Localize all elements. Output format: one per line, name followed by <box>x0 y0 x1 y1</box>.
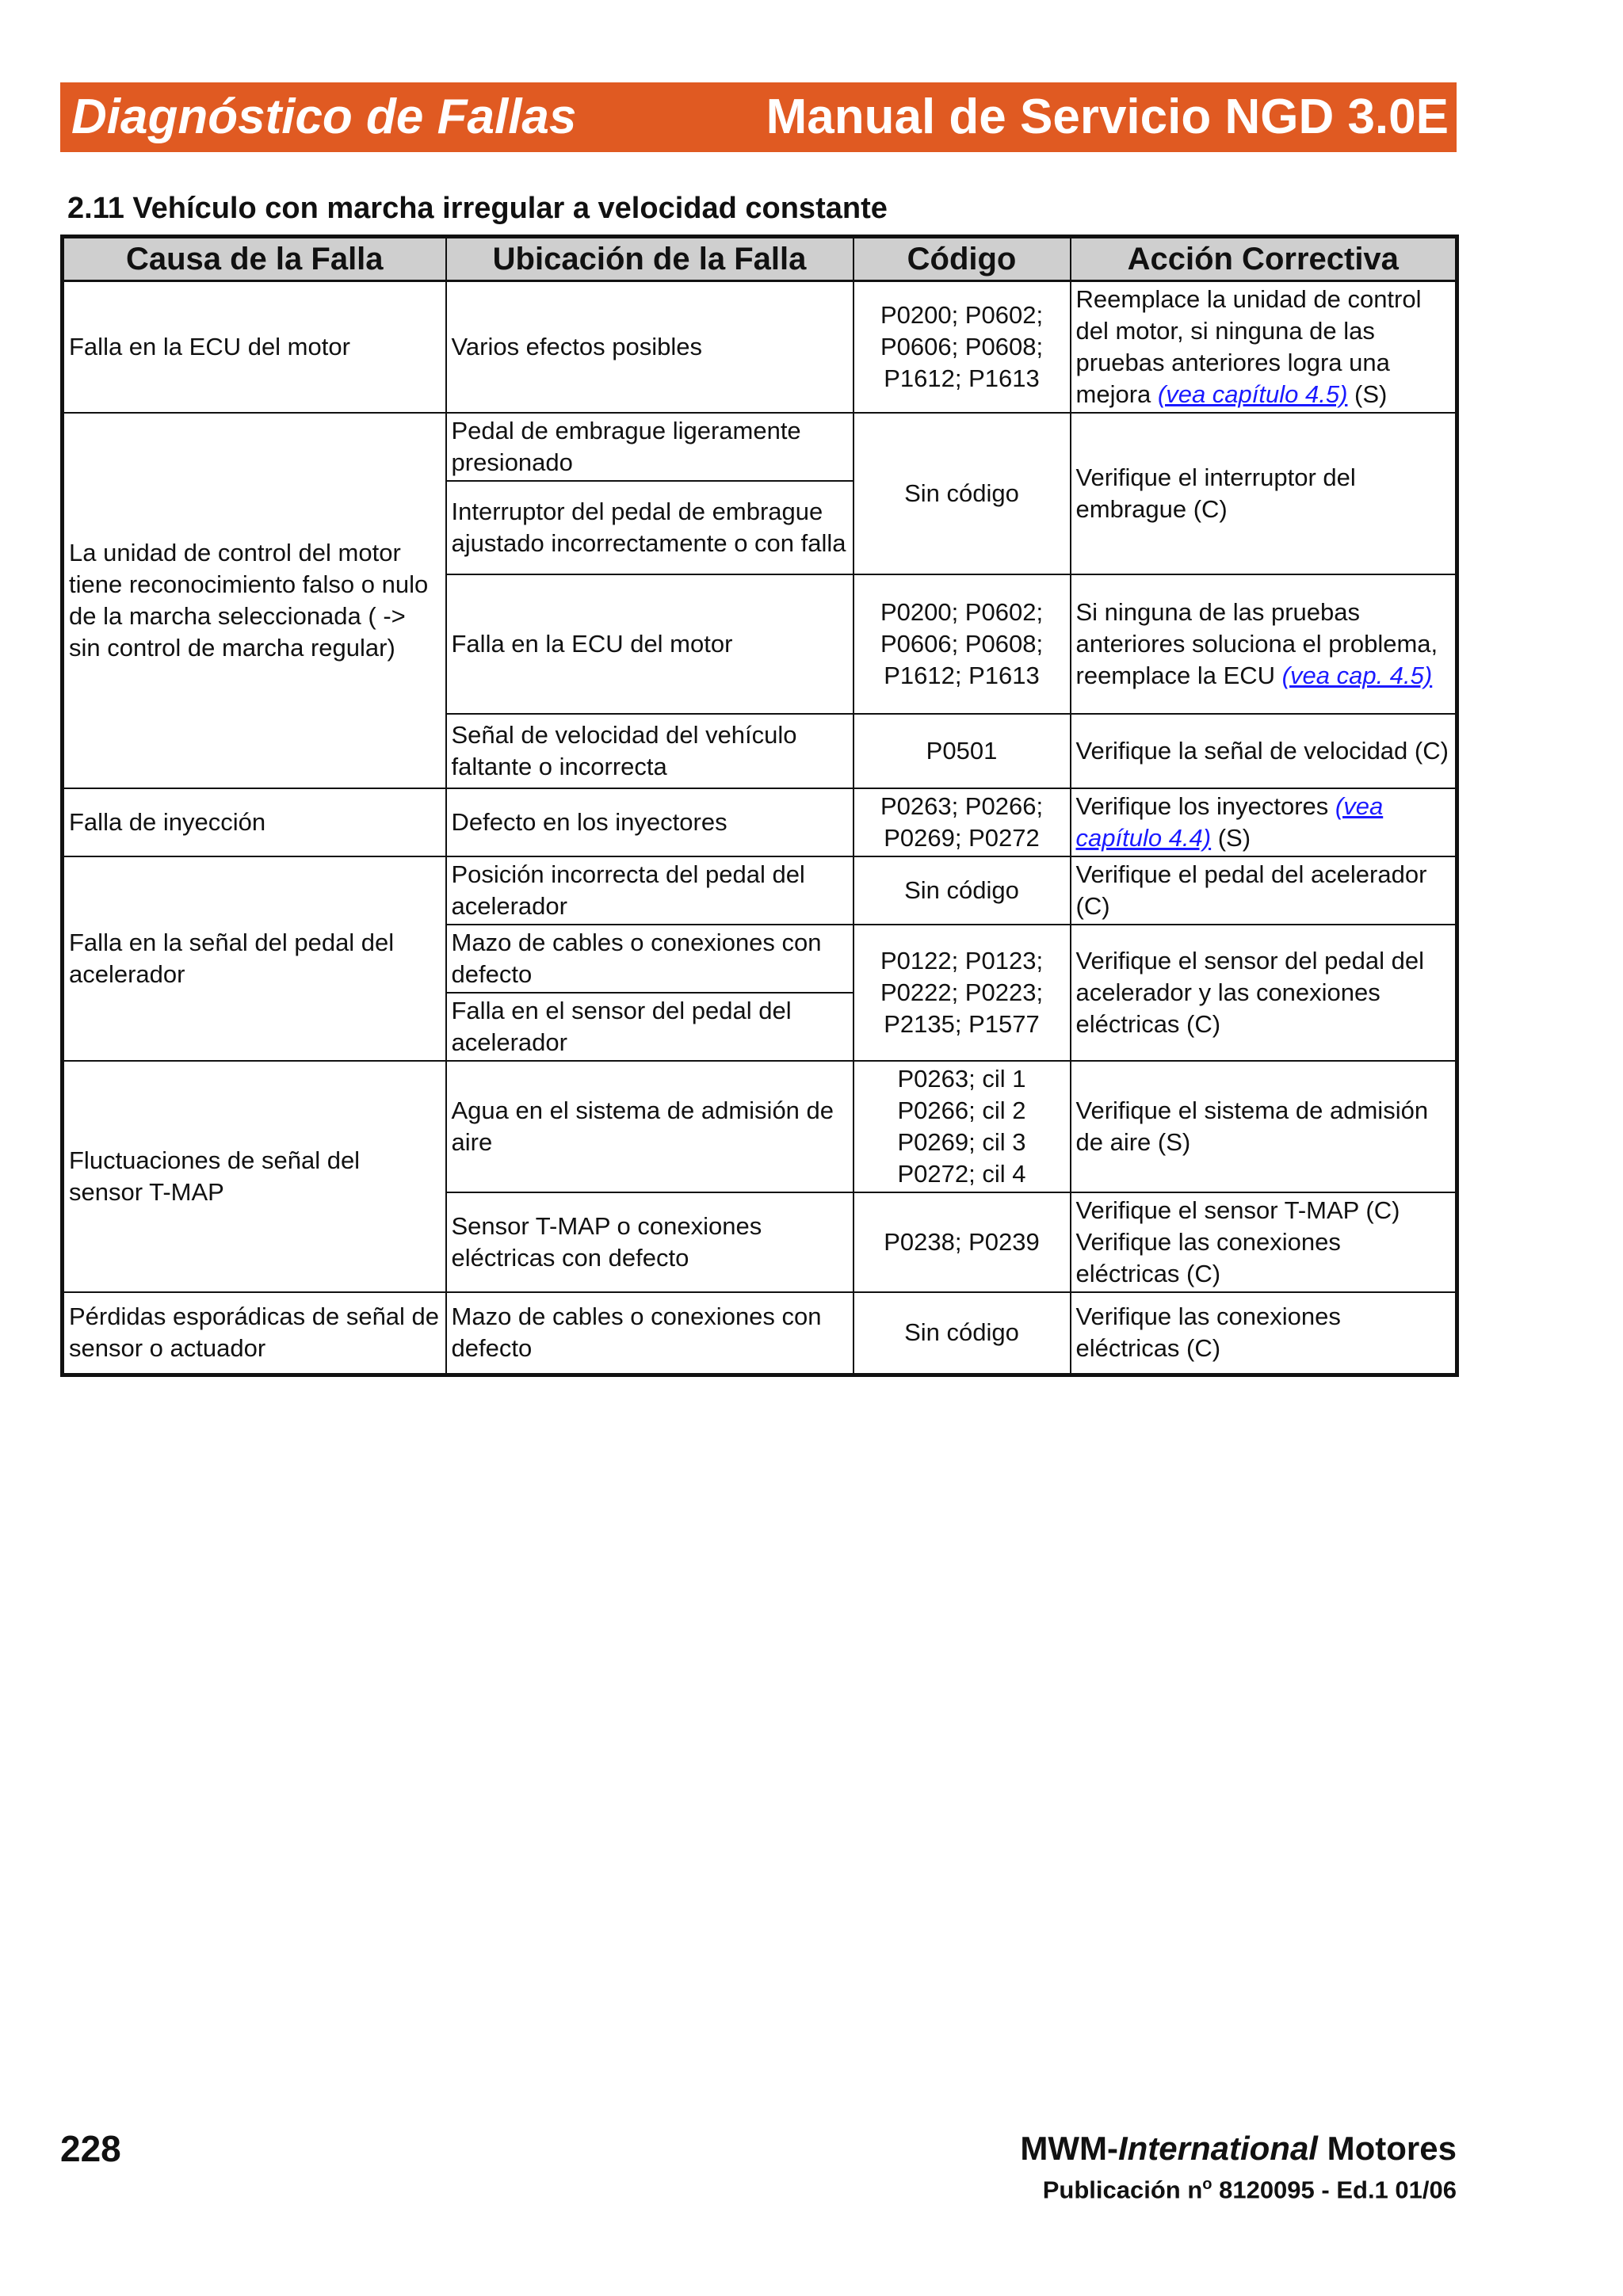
location-cell: Mazo de cables o conexiones con defecto <box>446 1292 854 1375</box>
location-cell: Interruptor del pedal de embrague ajustado incorrectamente o con falla <box>446 481 854 574</box>
action-cell: Verifique el sensor del pedal del acelerador y las conexiones eléctricas (C) <box>1071 925 1457 1061</box>
table-row <box>63 856 1457 925</box>
brand-suffix: Motores <box>1317 2130 1457 2167</box>
header-manual-title: Manual de Servicio NGD 3.0E <box>766 90 1449 144</box>
action-cell <box>1071 574 1457 714</box>
action-cell: Verifique las conexiones eléctricas (C) <box>1071 1292 1457 1375</box>
chapter-link[interactable]: (vea cap. 4.5) <box>1281 662 1433 689</box>
cause-cell: Falla en la señal del pedal del acelerador <box>63 856 446 1061</box>
header-location: Ubicación de la Falla <box>446 237 854 281</box>
code-cell: Sin código <box>854 413 1071 574</box>
footer-publication <box>1043 2176 1457 2204</box>
action-text: Reemplace la unidad de control del motor, si ninguna de las pruebas anteriores logra una mejora <box>1075 285 1422 408</box>
cause-cell: La unidad de control del motor tiene reconocimiento falso o nulo de la marcha seleccionada ( -> sin control de marcha regular) <box>63 413 446 788</box>
pub-suffix: 8120095 - Ed.1 01/06 <box>1212 2176 1457 2204</box>
brand-italic: International <box>1117 2130 1318 2167</box>
action-cell: Verifique el interruptor del embrague (C) <box>1071 413 1457 574</box>
action-cell <box>1071 281 1457 414</box>
cause-cell: Pérdidas esporádicas de señal de sensor o actuador <box>63 1292 446 1375</box>
header-code: Código <box>854 237 1071 281</box>
brand-prefix: MWM- <box>1020 2130 1118 2167</box>
chapter-link[interactable]: (vea capítulo 4.4) <box>1075 792 1384 852</box>
location-cell: Varios efectos posibles <box>446 281 854 414</box>
cause-cell: Falla en la ECU del motor <box>63 281 446 414</box>
footer-brand <box>1020 2130 1457 2168</box>
table-row <box>63 788 1457 856</box>
header-cause: Causa de la Falla <box>63 237 446 281</box>
page-number: 228 <box>60 2128 121 2169</box>
chapter-link[interactable]: (vea capítulo 4.5) <box>1157 380 1348 408</box>
location-cell: Posición incorrecta del pedal del acelerador <box>446 856 854 925</box>
location-cell: Falla en la ECU del motor <box>446 574 854 714</box>
location-cell: Falla en el sensor del pedal del acelerador <box>446 993 854 1061</box>
header-action: Acción Correctiva <box>1071 237 1457 281</box>
code-cell: P0200; P0602; P0606; P0608; P1612; P1613 <box>854 574 1071 714</box>
cause-cell: Falla de inyección <box>63 788 446 856</box>
table-header-row <box>63 237 1457 281</box>
table-row <box>63 281 1457 414</box>
code-cell: P0501 <box>854 714 1071 788</box>
code-cell: Sin código <box>854 1292 1071 1375</box>
table-row <box>63 413 1457 481</box>
code-cell: Sin código <box>854 856 1071 925</box>
location-cell: Mazo de cables o conexiones con defecto <box>446 925 854 993</box>
action-cell <box>1071 788 1457 856</box>
code-cell: P0200; P0602; P0606; P0608; P1612; P1613 <box>854 281 1071 414</box>
location-cell: Pedal de embrague ligeramente presionado <box>446 413 854 481</box>
code-cell: P0263; P0266; P0269; P0272 <box>854 788 1071 856</box>
action-cell: Verifique la señal de velocidad (C) <box>1071 714 1457 788</box>
cause-cell: Fluctuaciones de señal del sensor T-MAP <box>63 1061 446 1292</box>
location-cell: Defecto en los inyectores <box>446 788 854 856</box>
table-row <box>63 1061 1457 1192</box>
action-cell: Verifique el pedal del acelerador (C) <box>1071 856 1457 925</box>
location-cell: Agua en el sistema de admisión de aire <box>446 1061 854 1192</box>
action-text: Verifique los inyectores <box>1075 792 1329 820</box>
table-row <box>63 1292 1457 1375</box>
location-cell: Señal de velocidad del vehículo faltante o incorrecta <box>446 714 854 788</box>
action-suffix: (S) <box>1217 824 1251 852</box>
code-cell: P0122; P0123; P0222; P0223; P2135; P1577 <box>854 925 1071 1061</box>
action-text: Si ninguna de las pruebas anteriores soluciona el problema, reemplace la ECU <box>1075 598 1438 689</box>
pub-prefix: Publicación n <box>1042 2176 1203 2204</box>
action-cell: Verifique el sensor T-MAP (C) Verifique las conexiones eléctricas (C) <box>1071 1192 1457 1292</box>
section-title: 2.11 Vehículo con marcha irregular a velocidad constante <box>67 192 888 225</box>
code-cell: P0263; cil 1 P0266; cil 2 P0269; cil 3 P0272; cil 4 <box>854 1061 1071 1192</box>
diagnosis-table <box>60 235 1459 1377</box>
header-section-title: Diagnóstico de Fallas <box>71 90 577 144</box>
location-cell: Sensor T-MAP o conexiones eléctricas con defecto <box>446 1192 854 1292</box>
action-suffix: (S) <box>1354 380 1388 408</box>
pub-sup: o <box>1202 2176 1212 2193</box>
action-cell: Verifique el sistema de admisión de aire (S) <box>1071 1061 1457 1192</box>
page-header <box>60 82 1457 152</box>
code-cell: P0238; P0239 <box>854 1192 1071 1292</box>
